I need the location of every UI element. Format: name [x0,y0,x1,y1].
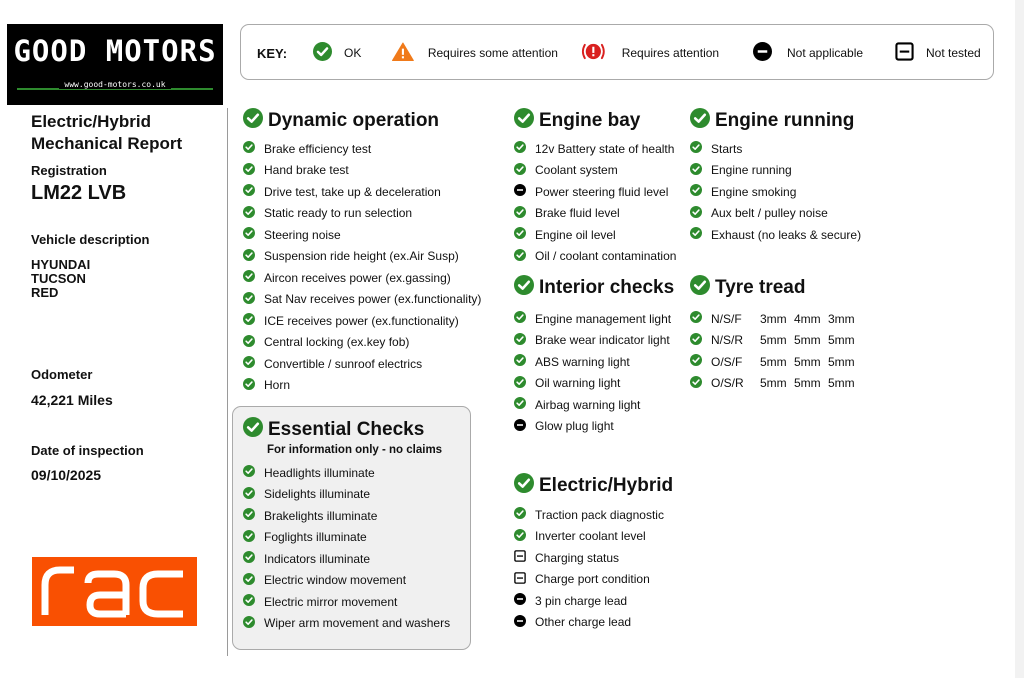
vehicle-colour: RED [31,285,59,300]
tyre-row [690,373,890,395]
check-circle-icon [514,354,526,369]
check-circle-icon [243,417,263,443]
check-item-label: Suspension ride height (ex.Air Susp) [264,249,459,264]
essential-checks-subtitle: For information only - no claims [267,444,443,456]
section-engine-bay [514,109,690,267]
report-title: Electric/Hybrid Mechanical Report [31,112,183,153]
check-circle-icon [690,376,702,391]
registration-label: Registration [31,163,107,178]
check-item-label: Brake fluid level [535,206,620,221]
key-item-some-attention [392,25,558,81]
check-circle-icon [243,551,255,566]
check-circle-icon [243,487,255,502]
key-legend [240,24,994,80]
tyre-row [690,308,890,330]
key-label: KEY: [257,45,288,61]
check-circle-icon [243,616,255,631]
check-item-label: Inverter coolant level [535,529,646,544]
check-item-label: Central locking (ex.key fob) [264,335,410,350]
tyre-tread-values: 5mm 5mm 5mm [760,333,855,348]
tyre-position: O/S/R [711,376,744,391]
check-circle-icon [243,108,263,134]
check-item [514,504,690,526]
check-item [514,181,690,203]
check-circle-icon [690,227,702,242]
check-item-label: Sat Nav receives power (ex.functionality) [264,292,482,307]
check-circle-icon [514,206,526,221]
check-item-label: Sidelights illuminate [264,487,371,502]
check-item-label: 3 pin charge lead [535,593,628,608]
check-item [514,224,690,246]
check-circle-icon [514,507,526,522]
section-title: Essential Checks [268,419,425,440]
check-item [514,330,690,352]
check-item-label: Engine smoking [711,184,797,199]
vehicle-make: HYUNDAI [31,257,91,272]
check-circle-icon [690,275,710,301]
check-circle-icon [514,108,534,134]
inspection-date-label: Date of inspection [31,443,144,458]
check-item-label: Aircon receives power (ex.gassing) [264,270,451,285]
check-item [514,526,690,548]
check-item [243,246,513,268]
section-title: Engine running [715,110,855,131]
check-item [243,289,513,311]
check-circle-icon [514,141,526,156]
check-circle-icon [514,529,526,544]
check-item [243,375,513,397]
check-item-label: Other charge lead [535,615,632,630]
check-item [514,160,690,182]
check-circle-icon [514,376,526,391]
check-item-label: Engine running [711,163,792,178]
key-ok-label: OK [344,46,362,60]
vehicle-model: TUCSON [31,271,86,286]
check-item-label: Coolant system [535,163,618,178]
minus-circle-icon [753,42,772,64]
check-item [514,547,690,569]
section-title: Dynamic operation [268,110,440,131]
check-item [243,484,469,506]
key-item-ok [313,25,361,81]
check-item [690,138,890,160]
odometer-value: 42,221 Miles [31,392,113,408]
check-item [243,310,513,332]
key-item-not-applicable [753,25,863,81]
key-some-attention-label: Requires some attention [427,46,558,60]
check-item [690,160,890,182]
check-circle-icon [243,594,255,609]
section-title: Engine bay [539,110,641,131]
check-item-label: Charge port condition [535,572,650,587]
section-engine-running [690,109,890,246]
section-title: Tyre tread [715,277,806,298]
check-item [243,505,469,527]
check-circle-icon [690,206,702,221]
check-item-label: Brakelights illuminate [264,508,378,523]
minus-circle-icon [514,419,526,434]
check-circle-icon [243,530,255,545]
check-item-label: Brake efficiency test [264,141,372,156]
minus-square-icon [514,550,526,565]
check-circle-icon [514,249,526,264]
check-item [243,138,513,160]
minus-circle-icon [514,593,526,608]
check-item [514,138,690,160]
check-item-label: Indicators illuminate [264,551,371,566]
check-item-label: Brake wear indicator light [535,333,670,348]
check-item [243,224,513,246]
check-item [243,527,469,549]
rac-logo [32,557,197,626]
check-item-label: Electric window movement [264,573,407,588]
check-circle-icon [243,508,255,523]
check-circle-icon [243,292,255,307]
check-item [243,462,469,484]
logo-url: www.good-motors.co.uk [59,80,170,89]
check-item [514,308,690,330]
check-circle-icon [514,397,526,412]
tyre-position: N/S/R [711,333,744,348]
check-item [514,351,690,373]
check-item-label: Wiper arm movement and washers [264,616,451,631]
check-item [243,267,513,289]
check-item [514,203,690,225]
check-circle-icon [243,270,255,285]
check-circle-icon [243,378,255,393]
key-attention-label: Requires attention [621,46,720,60]
tyre-tread-values: 5mm 5mm 5mm [760,354,855,369]
check-item [243,181,513,203]
check-item [243,353,513,375]
tyre-tread-values: 3mm 4mm 3mm [760,311,855,326]
tyre-row [690,351,890,373]
check-circle-icon [690,108,710,134]
check-item [243,548,469,570]
check-circle-icon [243,163,255,178]
check-circle-icon [243,335,255,350]
check-circle-icon [690,141,702,156]
check-circle-icon [690,184,702,199]
check-item-label: Oil warning light [535,376,621,391]
tyre-row [690,330,890,352]
check-item [690,203,890,225]
minus-square-icon [895,42,914,64]
inspection-date-value: 09/10/2025 [31,467,102,483]
check-circle-icon [514,311,526,326]
check-circle-icon [514,227,526,242]
vehicle-description-label: Vehicle description [31,232,150,247]
check-item-label: ICE receives power (ex.functionality) [264,313,459,328]
check-item [514,612,690,634]
warning-triangle-icon [392,42,414,64]
check-item-label: Headlights illuminate [264,465,375,480]
check-circle-icon [690,333,702,348]
vehicle-description [31,258,90,300]
check-item [514,394,690,416]
check-circle-icon [313,42,332,64]
check-item-label: Starts [711,141,743,156]
check-circle-icon [243,184,255,199]
logo-title: GOOD MOTORS [13,34,217,68]
odometer-label: Odometer [31,367,93,382]
check-item [690,181,890,203]
check-circle-icon [514,473,534,499]
section-essential-checks [243,418,469,634]
check-item [243,160,513,182]
good-motors-logo [7,24,223,105]
column-divider [227,108,228,656]
check-item-label: Charging status [535,550,620,565]
check-item [514,569,690,591]
check-item-label: Electric mirror movement [264,594,398,609]
check-item-label: Horn [264,378,291,393]
check-item-label: Engine oil level [535,227,616,242]
check-item-label: Power steering fluid level [535,184,669,199]
check-item [243,570,469,592]
section-dynamic-operation [243,109,513,396]
check-item-label: Steering noise [264,227,341,242]
check-item [514,373,690,395]
section-tyre-tread [690,276,890,394]
check-circle-icon [243,141,255,156]
check-item [514,590,690,612]
tyre-position: O/S/F [711,354,743,369]
exclamation-circle-icon [581,42,606,64]
registration-value: LM22 LVB [31,182,127,204]
check-item-label: Traction pack diagnostic [535,507,664,522]
check-circle-icon [243,465,255,480]
section-title: Interior checks [539,277,675,298]
minus-square-icon [514,572,526,587]
check-item-label: Aux belt / pulley noise [711,206,828,221]
check-item [243,203,513,225]
check-item-label: Glow plug light [535,419,614,434]
minus-circle-icon [514,615,526,630]
tyre-tread-values: 5mm 5mm 5mm [760,376,855,391]
check-item [243,613,469,635]
check-item [690,224,890,246]
check-item-label: Oil / coolant contamination [535,249,677,264]
check-circle-icon [243,356,255,371]
check-circle-icon [514,333,526,348]
check-circle-icon [690,163,702,178]
minus-circle-icon [514,184,526,199]
check-item-label: Engine management light [535,311,672,326]
key-item-attention [581,25,719,81]
check-item [514,246,690,268]
check-circle-icon [690,311,702,326]
key-not-applicable-label: Not applicable [787,46,864,60]
rac-logo-letters [32,557,197,626]
section-title: Electric/Hybrid [539,475,674,496]
check-item [243,591,469,613]
check-item-label: Drive test, take up & deceleration [264,184,441,199]
check-circle-icon [690,354,702,369]
check-item-label: Convertible / sunroof electrics [264,356,423,371]
check-item-label: Static ready to run selection [264,206,413,221]
check-item [243,332,513,354]
section-electric-hybrid [514,474,690,633]
check-item-label: Foglights illuminate [264,530,367,545]
check-item-label: Hand brake test [264,163,349,178]
key-not-tested-label: Not tested [926,46,981,60]
check-item-label: Exhaust (no leaks & secure) [711,227,862,242]
check-circle-icon [243,227,255,242]
key-item-not-tested [895,25,981,81]
check-item [514,416,690,438]
check-circle-icon [243,313,255,328]
tyre-position: N/S/F [711,311,742,326]
page-edge [1015,0,1024,678]
check-item-label: ABS warning light [535,354,630,369]
check-item-label: Airbag warning light [535,397,641,412]
check-circle-icon [514,163,526,178]
check-item-label: 12v Battery state of health [535,141,675,156]
check-circle-icon [243,573,255,588]
check-circle-icon [243,249,255,264]
check-circle-icon [243,206,255,221]
section-interior-checks [514,276,690,437]
check-circle-icon [514,275,534,301]
